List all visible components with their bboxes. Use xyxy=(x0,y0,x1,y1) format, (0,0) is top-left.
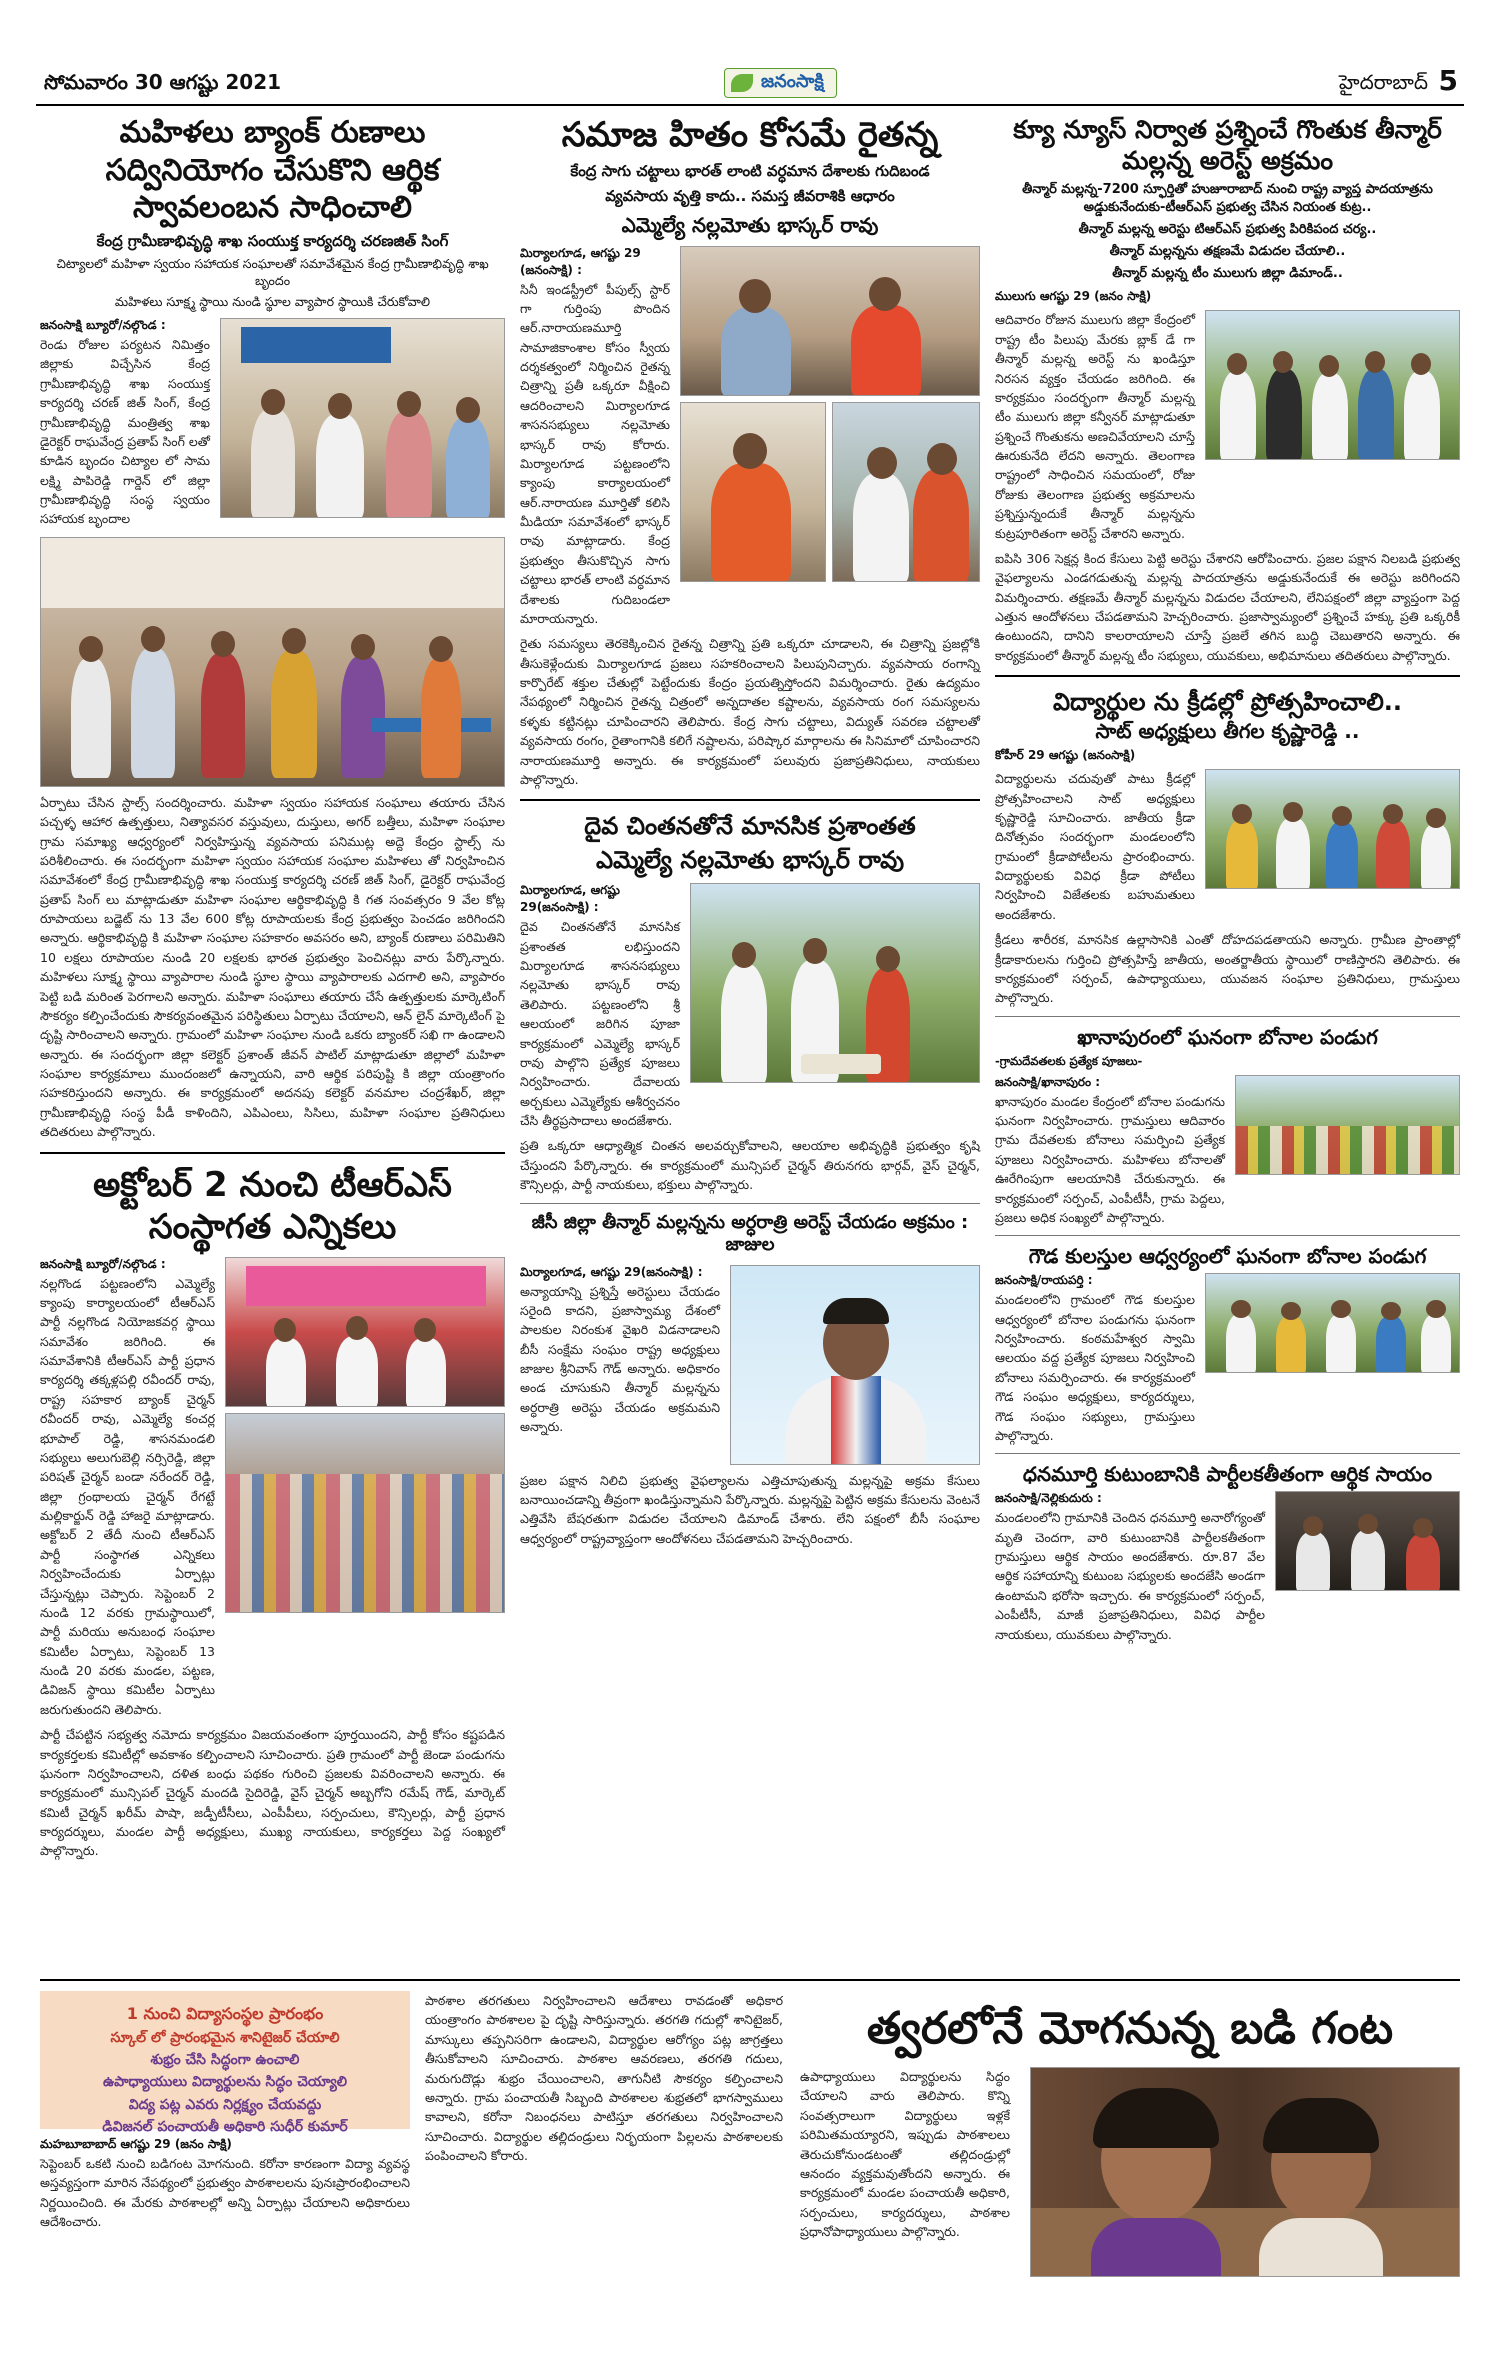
article-khanapuram-bonalu xyxy=(995,1025,1460,1228)
article-subheading: కేంద్ర సాగు చట్టాలు భారత్ లాంటి వర్ధమాన దేశాలకు గుదిబండ xyxy=(570,161,930,180)
photo-trs-meeting-stage xyxy=(225,1257,505,1407)
article-dateline: మిర్యాలగూడ, ఆగష్టు 29 (జనంసాక్షి) : xyxy=(520,245,641,277)
leaf-icon xyxy=(731,74,753,92)
article-dateline: ములుగు ఆగష్టు 29 (జనం సాక్షి) xyxy=(995,289,1152,304)
article-body: ప్రజల పక్షాన నిలిచి ప్రభుత్వ వైఫల్యాలను ఎత్తిచూపుతున్న మల్లన్నపై అక్రమ కేసులు బనాయించడాన్ని తీవ్రంగా ఖండిస్తున్నామని పేర్కొన్నారు. మల్లన్నపై పెట్టిన అక్రమ కేసులను వెంటనే ఎత్తివేసి బేషరతుగా విడుదల చేయాలని డిమాండ్ చేశారు. లేని పక్షంలో బీసీ సంఘాల ఆధ్వర్యంలో రాష్ట్రవ్యాప్తంగా ఆందోళనలు చేపడతామని హెచ్చరించారు. xyxy=(520,1472,980,1546)
divider xyxy=(995,1453,1460,1454)
photo-temple-pooja xyxy=(690,883,980,1083)
article-dateline: జనంసాక్షి బ్యూరో/నల్గొండ : xyxy=(40,318,166,332)
article-column xyxy=(40,2137,410,2232)
article-women-bank-loans xyxy=(40,114,505,1142)
article-subheading: వ్యవసాయ వృత్తి కాదు.. సమస్త జీవరాశికి ఆధారం xyxy=(605,186,895,205)
article-spiritual-peace xyxy=(520,811,980,1194)
photo-jajula-portrait xyxy=(730,1265,980,1465)
article-headline: మహిళలు బ్యాంక్ రుణాలు సద్వినియోగం చేసుకొని ఆర్థిక స్వావలంబన సాధించాలి xyxy=(105,115,440,225)
highlight-line: విద్య పట్ల ఎవరు నిర్లక్ష్యం చేయవద్దు xyxy=(128,2096,322,2113)
article-dateline: కోహీర్ 29 ఆగష్టు (జనంసాక్షి) xyxy=(995,748,1136,763)
newspaper-logo xyxy=(724,68,837,98)
photo-schoolgirls xyxy=(1030,2067,1460,2277)
photo-aid-handover xyxy=(1275,1491,1460,1591)
masthead xyxy=(36,64,1464,106)
article-teenmar-mallanna-arrest xyxy=(995,114,1460,665)
article-sports-encouragement xyxy=(995,687,1460,1008)
photo-gouda-community xyxy=(1205,1273,1460,1373)
photo-press-meet xyxy=(680,246,980,396)
article-body: మండలంలోని గ్రామంలో గౌడ కులస్తుల ఆధ్వర్యంలో బోనాల పండుగను ఘనంగా నిర్వహించారు. కంఠమహేశ్వర స్వామి ఆలయం వద్ద ప్రత్యేక పూజలు నిర్వహించి బోనాలు సమర్పించారు. ఈ కార్యక్రమంలో గౌడ సంఘం అధ్యక్షులు, కార్యదర్శులు, గౌడ సంఘం సభ్యులు, గ్రామస్తులు పాల్గొన్నారు. xyxy=(995,1292,1195,1443)
photo-mla-with-guest xyxy=(832,402,980,582)
article-dateline: జనంసాక్షి బ్యూరో/నల్గొండ : xyxy=(40,1256,166,1271)
article-body: రెండు రోజుల పర్యటన నిమిత్తం జిల్లాకు విచ్చేసిన కేంద్ర గ్రామీణాభివృద్ధి శాఖ సంయుక్త కార్యదర్శి చరణ్ జిత్ సింగ్, కేంద్ర గ్రామీణాభివృద్ధి మంత్రిత్వ శాఖ డైరెక్టర్ రాఘవేంద్ర ప్రతాప్ సింగ్ లతో కూడిన బృందం చిట్యాల లో సామ లక్ష్మి పాపిరెడ్డి గార్డెన్ లో జిల్లా గ్రామీణాభివృద్ధి సంస్థ స్వయం సహాయక బృందాల xyxy=(40,337,210,527)
article-subheading: ఎమ్మెల్యే నల్లమోతు భాస్కర్ రావు xyxy=(595,846,905,875)
highlight-box xyxy=(40,1991,410,2136)
page-number: 5 xyxy=(1438,64,1458,97)
article-headline: ధనమూర్తి కుటుంబానికి పార్టీలకతీతంగా ఆర్థిక సాయం xyxy=(1022,1462,1433,1487)
highlight-line: 1 నుంచి విద్యాసంస్థల ప్రారంభం xyxy=(126,2004,324,2023)
article-headline: సమాజ హితం కోసమే రైతన్న xyxy=(561,115,939,155)
article-gouda-bonalu xyxy=(995,1244,1460,1445)
article-body: ఐపిసి 306 సెక్షన్ల కింద కేసులు పెట్టి అరెస్టు చేశారని ఆరోపించారు. ప్రజల పక్షాన నిలబడి ప్రభుత్వ వైఫల్యాలను ఎండగడుతున్న మల్లన్న పాదయాత్రను అడ్డుకునేందుకే ఈ అరెస్టు జరిగిందని విమర్శించారు. తక్షణమే తీన్మార్ మల్లన్నను విడుదల చేయాలని, లేనిపక్షంలో జిల్లా వ్యాప్తంగా పెద్ద ఎత్తున ఆందోళనలు చేపడతామని హెచ్చరించారు. ప్రజాస్వామ్యంలో ప్రశ్నించే హక్కు ప్రతి ఒక్కరికీ ఉంటుందని, దానిని కాలరాయాలని చూస్తే ప్రజలే తగిన బుద్ధి చెబుతారని అన్నారు. ఈ కార్యక్రమంలో తీన్మార్ మల్లన్న టీం సభ్యులు, యువకులు, అభిమానులు తదితరులు పాల్గొన్నారు. xyxy=(995,550,1460,663)
divider xyxy=(995,675,1460,677)
article-financial-aid xyxy=(995,1462,1460,1644)
article-subheading: తీన్మార్ మల్లన్న-7200 స్ఫూర్తితో హుజూరాబాద్ నుంచి రాష్ట్ర వ్యాప్త పాదయాత్రను అడ్డుకునేందుకు-టీఆర్ఎస్ ప్రభుత్వ చేసిన నియంత కుట్ర.. xyxy=(1022,181,1433,215)
highlight-line: స్కూల్ లో ప్రారంభమైన శానిటైజర్ చేయాలి xyxy=(110,2029,340,2046)
column-left xyxy=(40,114,505,1861)
article-trs-elections xyxy=(40,1164,505,1861)
article-subheading: ఎమ్మెల్యే నల్లమోతు భాస్కర్ రావు xyxy=(621,212,879,237)
photo-trs-meeting-crowd xyxy=(225,1413,505,1613)
article-body: పాఠశాల తరగతులు నిర్వహించాలని ఆదేశాలు రావడంతో అధికార యంత్రాంగం పాఠశాలల పై దృష్టి సారిస్తున్నారు. తరగతి గదుల్లో శానిటైజర్, మాస్కులు తప్పనిసరిగా ఉండాలని, విద్యార్థుల ఆరోగ్యం పట్ల జాగ్రత్తలు తీసుకోవాలని సూచించారు. పాఠశాల ఆవరణలు, తరగతి గదులు, మరుగుదొడ్లు శుభ్రం చేయించాలని, తాగునీటి సౌకర్యం కల్పించాలని అన్నారు. గ్రామ పంచాయతీ సిబ్బంది పాఠశాలల శుభ్రతలో భాగస్వాములు కావాలని, కరోనా నిబంధనలు పాటిస్తూ తరగతులు నిర్వహించాలని సూచించారు. విద్యార్థుల తల్లిదండ్రులు నిర్భయంగా పిల్లలను పాఠశాలలకు పంపించాలని కోరారు. xyxy=(425,1993,783,2163)
divider xyxy=(520,799,980,801)
article-subheading: మహిళలు సూక్ష్మ స్థాయి నుండి స్థూల వ్యాపార స్థాయికి చేరుకోవాలి xyxy=(114,293,431,309)
article-subheading: కేంద్ర గ్రామీణాభివృద్ధి శాఖ సంయుక్త కార్యదర్శి చరణజిత్ సింగ్ xyxy=(96,231,449,250)
article-body: పార్టీ చేపట్టిన సభ్యత్వ నమోదు కార్యక్రమం విజయవంతంగా పూర్తయిందని, పార్టీ కోసం కష్టపడిన కార్యకర్తలకు కమిటీల్లో అవకాశం కల్పించాలని సూచించారు. ప్రతి గ్రామంలో పార్టీ జెండా పండుగను ఘనంగా నిర్వహించాలని, దళిత బంధు పథకం గురించి ప్రజలకు వివరించాలని అన్నారు. ఈ కార్యక్రమంలో మున్సిపల్ చైర్మన్ మందడి సైదిరెడ్డి, వైస్ చైర్మన్ అబ్బగోని రమేష్ గౌడ్, మార్కెట్ కమిటీ చైర్మన్ ఖరీమ్ పాషా, జడ్పీటీసీలు, ఎంపీపీలు, సర్పంచులు, కౌన్సిలర్లు, పార్టీ ప్రధాన కార్యదర్శులు, మండల పార్టీ అధ్యక్షులు, ముఖ్య నాయకులు, కార్యకర్తలు పెద్ద సంఖ్యలో పాల్గొన్నారు. xyxy=(40,1727,505,1859)
article-body: ఉపాధ్యాయులు విద్యార్థులను సిద్ధం చేయాలని వారు తెలిపారు. కొన్ని సంవత్సరాలుగా విద్యార్థులు ఇళ్లకే పరిమితమయ్యారని, ఇప్పుడు పాఠశాలలు తెరుచుకోనుండటంతో తల్లిదండ్రుల్లో ఆనందం వ్యక్తమవుతోందని అన్నారు. ఈ కార్యక్రమంలో మండల పంచాయతీ అధికారి, సర్పంచులు, కార్యదర్శులు, పాఠశాల ప్రధానోపాధ్యాయులు పాల్గొన్నారు. xyxy=(800,2069,1010,2239)
issue-date: సోమవారం 30 ఆగష్టు 2021 xyxy=(44,70,282,94)
column-right xyxy=(995,114,1460,1644)
photo-officials-meeting xyxy=(220,318,505,518)
article-headline: దైవ చింతనతోనే మానసిక ప్రశాంతత xyxy=(584,812,916,841)
article-dateline: జనంసాక్షి/రాయపర్తి : xyxy=(995,1273,1093,1288)
article-headline: త్వరలోనే మోగనున్న బడి గంట xyxy=(866,2003,1394,2054)
divider xyxy=(520,1203,980,1204)
article-body: ఆదివారం రోజున ములుగు జిల్లా కేంద్రంలో రాష్ట్ర టీం పిలుపు మేరకు బ్లాక్ డే గా తీన్మార్ మల్లన్న అరెస్ట్ ను ఖండిస్తూ నిరసన వ్యక్తం చేయడం జరిగింది. ఈ కార్యక్రమం సందర్భంగా తీన్మార్ మల్లన్న టీం ములుగు జిల్లా కన్వీనర్ మాట్లాడుతూ ప్రశ్నించే గొంతుకను అణచివేయాలని చూస్తే ఊరుకునేది లేదని అన్నారు. తెలంగాణ రాష్ట్రంలో సాధించిన సమయంలో, రోజు రోజుకు తెలంగాణ ప్రభుత్వ అక్రమాలను ప్రశ్నిస్తున్నందుకే తీన్మార్ మల్లన్నను కుట్రపూరితంగా అరెస్ట్ చేశారని అన్నారు. xyxy=(995,312,1195,541)
article-body: సెప్టెంబర్ ఒకటి నుంచి బడిగంట మోగనుంది. కరోనా కారణంగా విద్యా వ్యవస్థ అస్తవ్యస్తంగా మారిన నేపథ్యంలో ప్రభుత్వం పాఠశాలలను పునఃప్రారంభించాలని నిర్ణయించింది. ఈ మేరకు పాఠశాలల్లో అన్ని ఏర్పాట్లు చేయాలని అధికారులు ఆదేశించారు. xyxy=(40,2156,410,2230)
article-body: విద్యార్థులను చదువుతో పాటు క్రీడల్లో ప్రోత్సహించాలని సాట్ అధ్యక్షులు కృష్ణారెడ్డి సూచించారు. జాతీయ క్రీడా దినోత్సవం సందర్భంగా మండలంలోని గ్రామంలో క్రీడాపోటీలను ప్రారంభించారు. విద్యార్థులకు వివిధ క్రీడా పోటీలు నిర్వహించి విజేతలకు బహుమతులు అందజేశారు. xyxy=(995,771,1195,922)
newspaper-name: జనంసాక్షి xyxy=(761,71,824,92)
article-headline: ఖానాపురంలో ఘనంగా బోనాల పండుగ xyxy=(1077,1024,1378,1049)
article-dateline: జనంసాక్షి/నెల్లికుదురు : xyxy=(995,1491,1102,1506)
highlight-line: డివిజనల్ పంచాయతీ అధికారి సుధీర్ కుమార్ xyxy=(102,2119,348,2136)
article-column xyxy=(800,2067,1010,2241)
article-dateline: మహబూబాబాద్ ఆగష్టు 29 (జనం సాక్షి) xyxy=(40,2137,232,2151)
column-middle xyxy=(520,114,980,1548)
article-body: సినీ ఇండస్ట్రీలో పీపుల్స్ స్టార్ గా గుర్తింపు పొందిన ఆర్.నారాయణమూర్తి సామాజికాంశాల కోసం స్వీయ దర్శకత్వంలో నిర్మించిన రైతన్న చిత్రాన్ని ప్రతీ ఒక్కరూ వీక్షించి ఆదరించాలని మిర్యాలగూడ శాసనసభ్యులు నల్లమోతు భాస్కర్ రావు కోరారు. మిర్యాలగూడ పట్టణంలోని క్యాంపు కార్యాలయంలో ఆర్.నారాయణ మూర్తితో కలిసి మీడియా సమావేశంలో భాస్కర్ రావు మాట్లాడారు. కేంద్ర ప్రభుత్వం తీసుకొచ్చిన సాగు చట్టాలు భారత్ లాంటి వర్ధమాన దేశాలకు గుదిబండలా మారాయన్నారు. xyxy=(520,281,670,626)
article-headline: గౌడ కులస్తుల ఆధ్వర్యంలో ఘనంగా బోనాల పండుగ xyxy=(1028,1244,1427,1269)
article-subheading: తీన్మార్ మల్లన్న అరెస్టు టిఆర్ఎస్ ప్రభుత్వ పిరికిపంద చర్య.. xyxy=(1078,221,1377,237)
article-headline: విద్యార్థుల ను క్రీడల్లో ప్రోత్సహించాలి.. xyxy=(1052,688,1403,717)
article-body: మండలంలోని గ్రామానికి చెందిన ధనమూర్తి అనారోగ్యంతో మృతి చెందగా, వారి కుటుంబానికి పార్టీలకతీతంగా గ్రామస్తులు ఆర్థిక సాయం అందజేశారు. రూ.87 వేల ఆర్థిక సహాయాన్ని కుటుంబ సభ్యులకు అందజేసి అండగా ఉంటామని భరోసా ఇచ్చారు. ఈ కార్యక్రమంలో సర్పంచ్, ఎంపీటీసీ, మాజీ ప్రజాప్రతినిధులు, వివిధ పార్టీల నాయకులు, యువకులు పాల్గొన్నారు. xyxy=(995,1510,1265,1642)
article-body: నల్లగొండ పట్టణంలోని ఎమ్మెల్యే క్యాంపు కార్యాలయంలో టీఆర్ఎస్ పార్టీ నల్లగొండ నియోజకవర్గ స్థాయి సమావేశం జరిగింది. ఈ సమావేశానికి టీఆర్ఎస్ పార్టీ ప్రధాన కార్యదర్శి తక్కళ్లపల్లి రవీందర్ రావు, రాష్ట్ర సహకార బ్యాంక్ చైర్మన్ రవీందర్ రావు, ఎమ్మెల్యే కంచర్ల భూపాల్ రెడ్డి, శాసనమండలి సభ్యులు అలుగుబెల్లి నర్సిరెడ్డి, జిల్లా పరిషత్ చైర్మన్ బండా నరేందర్ రెడ్డి, జిల్లా గ్రంథాలయ చైర్మన్ రేగట్టే మల్లికార్జున్ రెడ్డి హాజరై మాట్లాడారు. అక్టోబర్ 2 తేదీ నుంచి టీఆర్ఎస్ పార్టీ సంస్థాగత ఎన్నికలు నిర్వహించేందుకు ఏర్పాట్లు చేస్తున్నట్లు చెప్పారు. సెప్టెంబర్ 2 నుండి 12 వరకు గ్రామస్థాయిలో, పార్టీ మరియు అనుబంధ సంఘాల కమిటీల ఏర్పాటు, సెప్టెంబర్ 13 నుండి 20 వరకు మండల, పట్టణ, డివిజన్ స్థాయి కమిటీల ఏర్పాటు జరుగుతుందని తెలిపారు. xyxy=(40,1275,215,1717)
photo-felicitation xyxy=(680,402,826,582)
article-body: ఖానాపురం మండల కేంద్రంలో బోనాల పండుగను ఘనంగా నిర్వహించారు. గ్రామస్తులు ఆదివారం గ్రామ దేవతలకు బోనాలు సమర్పించి ప్రత్యేక పూజలు నిర్వహించారు. మహిళలు బోనాలతో ఊరేగింపుగా ఆలయానికి చేరుకున్నారు. ఈ కార్యక్రమంలో సర్పంచ్, ఎంపీటీసీ, గ్రామ పెద్దలు, ప్రజలు అధిక సంఖ్యలో పాల్గొన్నారు. xyxy=(995,1093,1225,1225)
edition-city: హైదరాబాద్ xyxy=(1338,70,1428,94)
highlight-line: ఉపాధ్యాయులు విద్యార్థులను సిద్ధం చెయ్యాలి xyxy=(102,2074,348,2091)
divider xyxy=(995,1235,1460,1236)
article-headline: అక్టోబర్ 2 నుంచి టీఆర్ఎస్ సంస్థాగత ఎన్నికలు xyxy=(93,1164,452,1247)
article-body: రైతు సమస్యలు తెరకెక్కించిన రైతన్న చిత్రాన్ని ప్రతి ఒక్కరూ చూడాలని, ఈ చిత్రాన్ని ప్రజల్లోకి తీసుకెళ్లేందుకు మిర్యాలగూడ ప్రజలు సహకరించాలని పిలుపునిచ్చారు. వ్యవసాయ రంగాన్ని కార్పొరేట్ శక్తుల చేతుల్లో పెట్టేందుకు కేంద్రం ప్రయత్నిస్తోందని విమర్శించారు. రైతు ఉద్యమం నేపథ్యంలో నిర్మించిన రైతన్న చిత్రంలో అన్నదాతల కష్టాలను, వ్యవసాయ రంగ సమస్యలను కళ్ళకు కట్టినట్లు చూపించారని తెలిపారు. కేంద్ర సాగు చట్టాలు, విద్యుత్ సవరణ చట్టాలతో వ్యవసాయ రంగం, రైతాంగానికి కలిగే నష్టాలను, పరిష్కార మార్గాలను ఈ సినిమాలో చూపించారని నారాయణమూర్తి అన్నారు. ఈ కార్యక్రమంలో పలువురు ప్రజాప్రతినిధులు, నాయకులు పాల్గొన్నారు. xyxy=(520,636,980,787)
photo-protest-group xyxy=(1205,310,1460,460)
article-dateline: మిర్యాలగూడ, ఆగష్టు 29(జనంసాక్షి) : xyxy=(520,1264,703,1279)
article-body: ఏర్పాటు చేసిన స్టాల్స్ సందర్శించారు. మహిళా స్వయం సహాయక సంఘాలు తయారు చేసిన పచ్చళ్ళ ఆహార ఉత్పత్తులు, నిత్యావసర వస్తువులు, దుస్తులు, అగర్ బత్తీలు, మహిళా సంఘాల గ్రామ సమాఖ్య ఆధ్వర్యంలో నిర్వహిస్తున్న వ్యవసాయ పనిముట్ల అద్దె కేంద్రం స్టాల్స్ ను పరిశీలించారు. ఈ సందర్భంగా మహిళా స్వయం సహాయక సంఘాల మహిళలు తో నిర్వహించిన సమావేశంలో కేంద్ర గ్రామీణాభివృద్ధి శాఖ సంయుక్త కార్యదర్శి చరణ్ జిత్ సింగ్, డైరెక్టర్ రాఘవేంద్ర ప్రతాప్ సింగ్ లు మాట్లాడుతూ మహిళా సంఘాల ఆర్థికాభివృద్ధి కి గత సంవత్సరం 9 వేల కోట్ల రూపాయలు బడ్జెట్ ను 13 వేల 600 కోట్ల రూపాయలకు కేంద్ర ప్రభుత్వం పెంచడం జరిగిందని అన్నారు. ఆర్థికాభివృద్ధి కి మహిళా సంఘాల సహకారం అవసరం అని, బ్యాంక్ రుణాలు పరిమితిని 10 లక్షలు రూపాయల నుండి 20 లక్షలకు భారత ప్రభుత్వం పెంచినట్లు వారు పేర్కొన్నారు. మహిళలు సూక్ష్మ స్థాయి వ్యాపారాల నుండి స్థూల స్థాయి వ్యాపారాలకు ఎదగాలి అని, వ్యాపారం పెట్టి బడి మరింత పెరగాలని అన్నారు. మహిళా సంఘాలు తయారు చేసే ఉత్పత్తులకు మార్కెటింగ్ సౌకర్యం కల్పించేందుకు సౌకర్యవంతమైన పరిస్థితులు ఏర్పాటు చేయాలని, ఆన్ లైన్ మార్కెటింగ్ పై దృష్టి సారించాలని అన్నారు. గ్రామంలో మహిళా సంఘాల నుండి ఒకరు బ్యాంకర్ సఖి గా ఉండాలని అన్నారు. ఈ సందర్భంగా జిల్లా కలెక్టర్ ప్రశాంత్ జీవన్ పాటిల్ మాట్లాడుతూ జిల్లాలో మహిళా సంఘాల కార్యక్రమాలు ముందంజలో ఉన్నాయని, వారి ఆర్థిక పరిపుష్టి కి జిల్లా యంత్రాంగం సహకరిస్తుందని అన్నారు. ఈ కార్యక్రమంలో అదనపు కలెక్టర్ వనమాల చంద్రశేఖర్, జిల్లా గ్రామీణాభివృద్ధి సంస్థ పీడీ కాళిందిని, ఎపిఎంలు, సిసిలు, మహిళా సంఘాల ప్రతినిధులు తదితరులు పాల్గొన్నారు. xyxy=(40,794,505,1140)
article-byline: -గ్రామదేవతలకు ప్రత్యేక పూజలు- xyxy=(995,1053,1143,1068)
article-subheading: చిట్యాలలో మహిళా స్వయం సహాయక సంఘాలతో సమావేశమైన కేంద్ర గ్రామీణాభివృద్ధి శాఖ బృందం xyxy=(56,255,489,288)
article-jajula-statement xyxy=(520,1212,980,1549)
article-body: దైవ చింతనతోనే మానసిక ప్రశాంతత లభిస్తుందని మిర్యాలగూడ శాసనసభ్యులు నల్లమోతు భాస్కర్ రావు తెలిపారు. పట్టణంలోని శ్రీ ఆలయంలో జరిగిన పూజా కార్యక్రమంలో ఎమ్మెల్యే భాస్కర్ రావు పాల్గొని ప్రత్యేక పూజలు నిర్వహించారు. దేవాలయ అర్చకులు ఎమ్మెల్యేకు ఆశీర్వచనం చేసి తీర్థప్రసాదాలు అందజేశారు. xyxy=(520,919,680,1128)
photo-sports-event xyxy=(1205,769,1460,889)
school-reopening-section xyxy=(40,1979,1460,2279)
highlight-line: శుభ్రం చేసి సిద్ధంగా ఉంచాలి xyxy=(150,2051,300,2068)
banner-shape xyxy=(241,327,391,363)
article-dateline: మిర్యాలగూడ, ఆగష్టు 29(జనంసాక్షి) : xyxy=(520,883,620,915)
article-body: అన్యాయాన్ని ప్రశ్నిస్తే అరెస్టులు చేయడం సరైంది కాదని, ప్రజాస్వామ్య దేశంలో పాలకుల నిరంకుశ వైఖరి విడనాడాలని బీసీ సంక్షేమ సంఘం రాష్ట్ర అధ్యక్షులు జాజుల శ్రీనివాస్ గౌడ్ అన్నారు. అధికారం అండ చూసుకుని తీన్మార్ మల్లన్నను అర్ధరాత్రి అరెస్టు చేయడం అక్రమమని అన్నారు. xyxy=(520,1283,720,1435)
article-raithanna-film xyxy=(520,114,980,789)
article-dateline: జనంసాక్షి/ఖానాపురం : xyxy=(995,1074,1101,1089)
divider xyxy=(40,1152,505,1154)
article-headline: క్యూ న్యూస్ నిర్వాత ప్రశ్నించే గొంతుక తీన్మార్ మల్లన్న అరెస్ట్ అక్రమం xyxy=(1013,115,1442,176)
divider xyxy=(995,1016,1460,1017)
photo-women-stalls xyxy=(40,537,505,787)
article-body: క్రీడలు శారీరక, మానసిక ఉల్లాసానికి ఎంతో దోహదపడతాయని అన్నారు. గ్రామీణ ప్రాంతాల్లో క్రీడాకారులను గుర్తించి ప్రోత్సహిస్తే జాతీయ, అంతర్జాతీయ స్థాయిలో రాణిస్తారని తెలిపారు. ఈ కార్యక్రమంలో సర్పంచ్, ఉపాధ్యాయులు, యువజన సంఘాల ప్రతినిధులు, గ్రామస్తులు పాల్గొన్నారు. xyxy=(995,932,1460,1006)
article-body: ప్రతి ఒక్కరూ ఆధ్యాత్మిక చింతన అలవర్చుకోవాలని, ఆలయాల అభివృద్ధికి ప్రభుత్వం కృషి చేస్తుందని పేర్కొన్నారు. ఈ కార్యక్రమంలో మున్సిపల్ చైర్మన్ తిరునగరు భార్గవ్, వైస్ చైర్మన్, కౌన్సిలర్లు, పార్టీ నాయకులు, భక్తులు పాల్గొన్నారు. xyxy=(520,1138,980,1193)
article-headline: జీసీ జిల్లా తీన్మార్ మల్లన్నను అర్ధరాత్రి అరెస్ట్ చేయడం అక్రమం : జాజుల xyxy=(531,1211,969,1255)
photo-bonalu-procession xyxy=(1235,1075,1460,1175)
article-subheading: సాట్ అధ్యక్షులు తీగల కృష్ణారెడ్డి .. xyxy=(1095,719,1360,744)
article-subheading: తీన్మార్ మల్లన్న టీం ములుగు జిల్లా డిమాండ్.. xyxy=(1112,266,1343,282)
article-column xyxy=(425,1991,783,2165)
article-subheading: తీన్మార్ మల్లన్నను తక్షణమే విడుదల చేయాలి.. xyxy=(1109,244,1346,260)
